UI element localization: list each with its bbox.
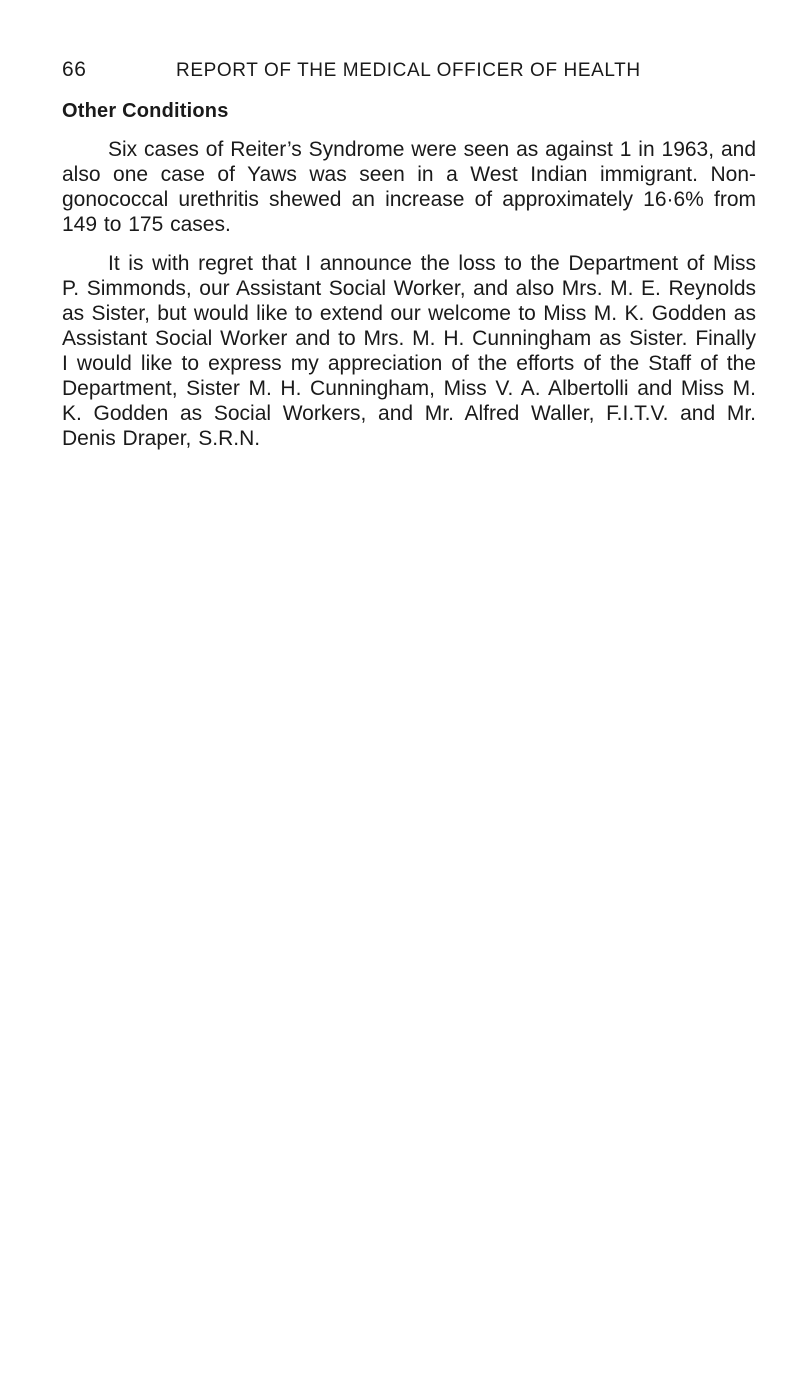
section-heading: Other Conditions bbox=[62, 100, 229, 122]
report-body bbox=[62, 100, 756, 465]
running-title: REPORT OF THE MEDICAL OFFICER OF HEALTH bbox=[176, 60, 641, 81]
paragraph-staff-changes: It is with regret that I announce the loss to the Department of Miss P. Simmonds, our Assistant Social Worker, and also Mrs. M. E. Reynolds as Sister, but would like to extend our welcome to Miss M. K. Godden as Assistant Social Worker and to Mrs. M. H. Cunningham as Sister. Finally I would like to express my appreciation of the efforts of the Staff of the Department, Sister M. H. Cunningham, Miss V. A. Albertolli and Miss M. K. Godden as Social Workers, and Mr. Alfred Waller, F.I.T.V. and Mr. Denis Draper, S.R.N. bbox=[62, 252, 756, 450]
paragraph-reiters-syndrome: Six cases of Reiter’s Syndrome were seen as against 1 in 1963, and also one case of Yaws was seen in a West Indian immigrant. Non-gonococcal urethritis shewed an increase of approximately 16·6% from 149 to 175 cases. bbox=[62, 138, 756, 236]
page-number: 66 bbox=[62, 58, 87, 81]
page-header bbox=[62, 58, 756, 88]
